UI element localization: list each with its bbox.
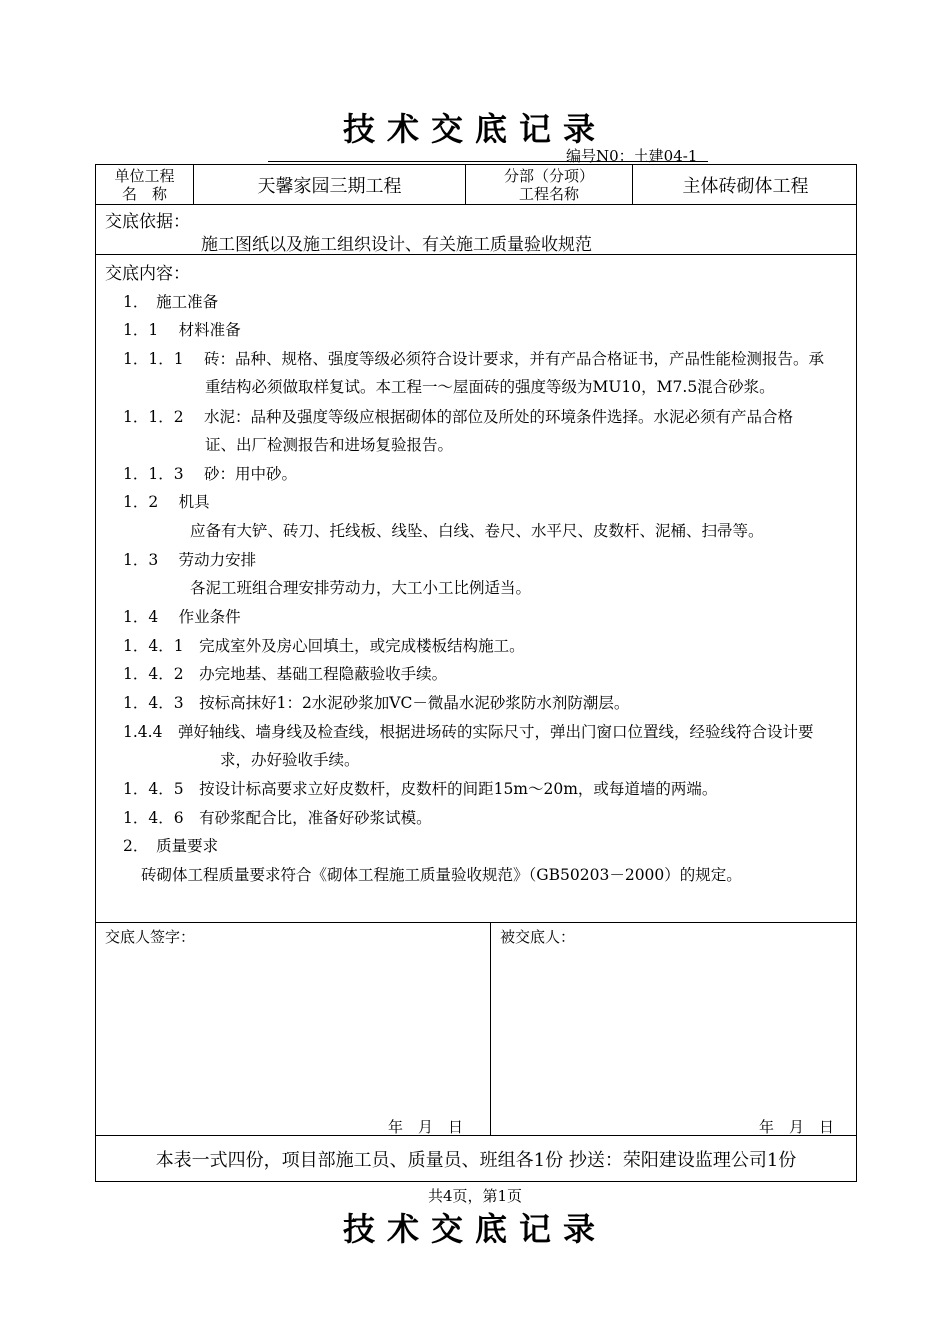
basis-text: 施工图纸以及施工组织设计、有关施工质量验收规范 [201,235,592,255]
unit-name-value: 天馨家园三期工程 [257,175,402,197]
unit-name-label-line1: 单位工程 [114,166,175,185]
document-number: 编号N0：土建04-1 [566,147,698,165]
content-line: 1．4．3 按标高抹好1：2水泥砂浆加VC－微晶水泥砂浆防水剂防潮层。 [123,694,630,712]
unit-name-label [96,165,193,204]
content-line: 1．2 机具 [123,493,210,511]
divider [490,922,491,1135]
content-line: 1．1．1 砖：品种、规格、强度等级必须符合设计要求，并有产品合格证书，产品性能检测报告。承 [123,350,825,368]
content-line: 2． 质量要求 [123,837,219,855]
page-number: 共4页，第1页 [427,1187,523,1205]
content-line: 求，办好验收手续。 [220,751,360,769]
next-page-title: 技术交底记录 [342,1210,607,1248]
distribution-note: 本表一式四份，项目部施工员、质量员、班组各1份 抄送：荣阳建设监理公司1份 [155,1150,797,1171]
content-line: 重结构必须做取样复试。本工程一～屋面砖的强度等级为MU10，M7.5混合砂浆。 [205,378,775,396]
divider [96,254,856,255]
receiver-date: 年 月 日 [759,1118,835,1136]
content-line: 1.4.4 弹好轴线、墙身线及检查线，根据进场砖的实际尺寸，弹出门窗口位置线，经验线符合设计要 [123,723,814,741]
content-line: 砖砌体工程质量要求符合《砌体工程施工质量验收规范》（GB50203－2000）的规定。 [141,866,742,884]
sub-project-label-line1: 分部（分项） [503,166,594,185]
sub-project-value: 主体砖砌体工程 [682,175,809,197]
content-line: 1．1．2 水泥：品种及强度等级应根据砌体的部位及所处的环境条件选择。水泥必须有产品合格 [123,408,794,426]
sub-project-label [466,165,632,204]
document-title: 技术交底记录 [342,110,607,148]
content-line: 1．4．6 有砂浆配合比，准备好砂浆试模。 [123,809,432,827]
divider [96,922,856,923]
content-line: 1． 施工准备 [123,293,219,311]
presenter-signature-label: 交底人签字： [105,928,196,946]
record-table [95,164,857,1182]
divider [96,204,856,205]
unit-name-label-line2: 名 称 [121,184,167,203]
sub-project-label-line2: 工程名称 [518,184,579,203]
basis-label: 交底依据： [105,212,190,232]
content-line: 1．1 材料准备 [123,321,241,339]
content-label: 交底内容： [105,264,190,284]
receiver-signature-label: 被交底人： [500,928,576,946]
presenter-date: 年 月 日 [388,1118,464,1136]
content-line: 1．4．2 办完地基、基础工程隐蔽验收手续。 [123,665,448,683]
content-line: 1．1．3 砂：用中砂。 [123,465,298,483]
title-underline [268,161,708,162]
content-line: 1．4．5 按设计标高要求立好皮数杆，皮数杆的间距15m～20m，或每道墙的两端。 [123,780,718,798]
content-line: 1．4．1 完成室外及房心回填土，或完成楼板结构施工。 [123,637,525,655]
content-line: 1．3 劳动力安排 [123,551,257,569]
content-line: 1．4 作业条件 [123,608,241,626]
content-line: 应备有大铲、砖刀、托线板、线坠、白线、卷尺、水平尺、皮数杆、泥桶、扫帚等。 [190,522,764,540]
content-line: 各泥工班组合理安排劳动力，大工小工比例适当。 [190,579,532,597]
content-line: 证、出厂检测报告和进场复验报告。 [205,436,454,454]
